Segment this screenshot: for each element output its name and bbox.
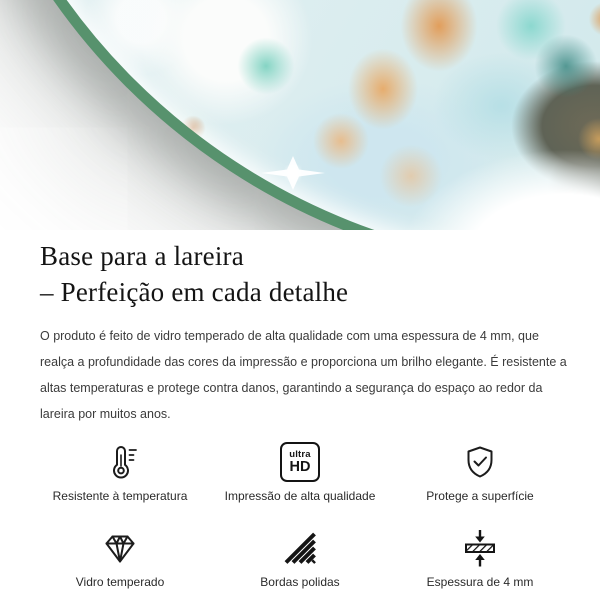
ultra-hd-badge-bottom-text: HD (289, 459, 311, 475)
feature-surface-protection (390, 441, 570, 503)
feature-label-polished-edges: Bordas polidas (260, 575, 340, 589)
feature-print-quality (210, 441, 390, 503)
thermometer-icon (100, 441, 140, 483)
feature-tempered-glass (30, 527, 210, 589)
polished-edges-icon (280, 527, 320, 569)
feature-label-thickness: Espessura de 4 mm (426, 575, 534, 589)
feature-label-temperature: Resistente à temperatura (52, 489, 188, 503)
feature-temperature (30, 441, 210, 503)
page-title (40, 238, 560, 310)
features-grid (30, 441, 570, 589)
title-line-1: Base para a lareira (40, 241, 244, 271)
ultra-hd-badge-top-text: ultra (289, 448, 311, 460)
feature-thickness (390, 527, 570, 589)
product-description: O produto é feito de vidro temperado de alta qualidade com uma espessura de 4 mm, que realça a profundidade das cores da impressão e proporciona um brilho elegante. É resistente a altas temperaturas e protege contra danos, garantindo a segurança do espaço ao redor da lareira por muitos anos. (40, 329, 567, 421)
diamond-icon (100, 527, 140, 569)
title-line-2: – Perfeição em cada detalhe (40, 277, 349, 307)
feature-label-print-quality: Impressão de alta qualidade (224, 489, 376, 503)
feature-polished-edges (210, 527, 390, 589)
feature-label-surface-protection: Protege a superfície (426, 489, 534, 503)
product-hero-image (0, 0, 600, 230)
shield-check-icon (460, 441, 500, 483)
thickness-press-icon (460, 527, 500, 569)
ultra-hd-badge-icon (280, 441, 320, 483)
feature-label-tempered-glass: Vidro temperado (75, 575, 165, 589)
glass-panel-photo (0, 0, 600, 230)
